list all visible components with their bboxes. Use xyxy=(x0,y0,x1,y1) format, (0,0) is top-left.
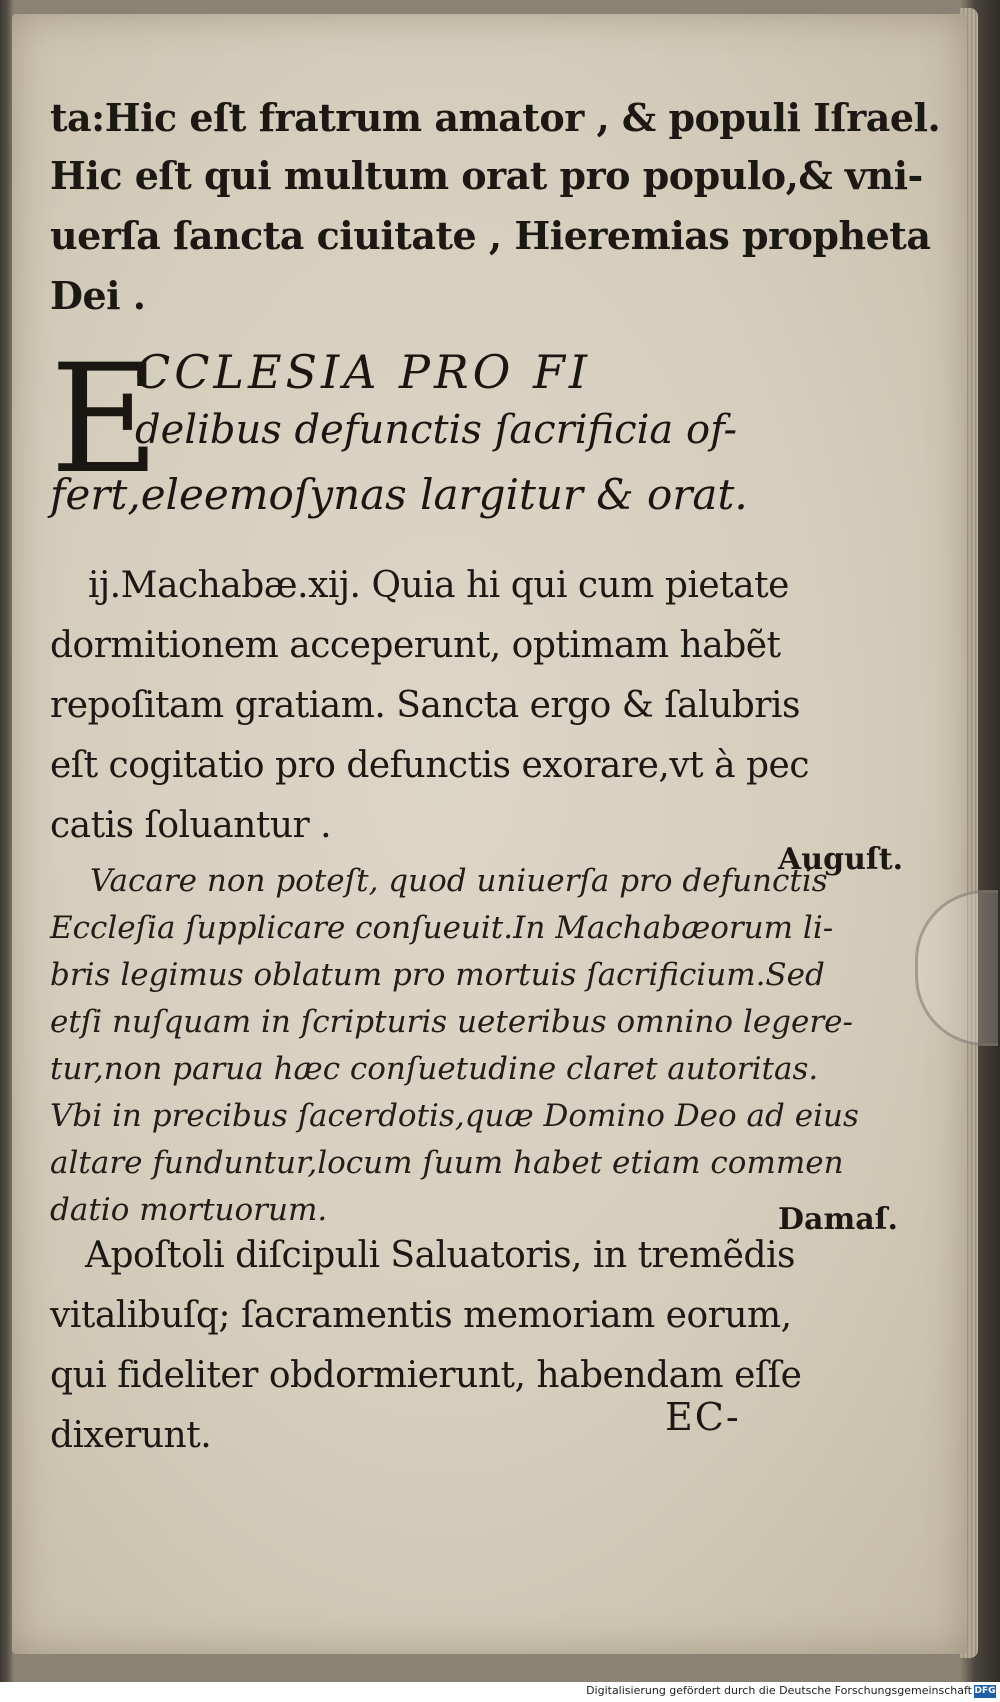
text-line: uerſa ſancta ciuitate , Hieremias propheta xyxy=(50,213,931,258)
catchword: EC- xyxy=(665,1395,741,1439)
margin-note-damascene: Damaſ. xyxy=(778,1202,898,1237)
quote-line: Vbi in precibus ſacerdotis,quæ Domino Deo ad eius xyxy=(50,1098,859,1134)
heading-line: fert,eleemoſynas largitur & orat. xyxy=(50,470,748,519)
text-line: qui fideliter obdormierunt, habendam eſſe xyxy=(50,1355,802,1396)
heading-line: delibus defunctis ſacrificia of- xyxy=(135,407,737,453)
quote-line: Eccleſia ſupplicare conſueuit.In Machabæorum li- xyxy=(50,910,834,946)
footer-credit: Digitalisierung gefördert durch die Deutsche Forschungsgemeinschaft xyxy=(586,1684,972,1697)
text-line: ta:Hic eſt fratrum amator , & populi Iſrael. xyxy=(50,95,941,140)
text-line: eſt cogitatio pro defunctis exorare,vt à pec xyxy=(50,745,810,786)
drop-cap: E xyxy=(50,333,160,507)
quote-line: datio mortuorum. xyxy=(50,1192,328,1228)
text-line: ij.Machabæ.xij. Quia hi qui cum pietate xyxy=(88,565,789,606)
quote-line: tur,non parua hæc conſuetudine claret autoritas. xyxy=(50,1051,819,1087)
quote-line: Vacare non poteſt, quod uniuerſa pro defunctis xyxy=(90,863,828,899)
text-line: vitalibuſq; ſacramentis memoriam eorum, xyxy=(50,1295,792,1336)
text-line: Apoſtoli diſcipuli Saluatoris, in tremẽdis xyxy=(85,1235,796,1276)
text-line: catis ſoluantur . xyxy=(50,805,332,846)
text-line: dixerunt. xyxy=(50,1415,212,1456)
quote-line: etſi nuſquam in ſcripturis ueteribus omnino legere- xyxy=(50,1004,853,1040)
quote-line: bris legimus oblatum pro mortuis ſacrificium.Sed xyxy=(50,957,825,993)
text-line: dormitionem acceperunt, optimam habẽt xyxy=(50,625,781,666)
text-line: Dei . xyxy=(50,273,146,318)
text-line: Hic eſt qui multum orat pro populo,& vni- xyxy=(50,153,923,198)
margin-note-augustine: Auguſt. xyxy=(778,842,904,877)
footer-bar xyxy=(0,1682,1000,1702)
text-line: repoſitam gratiam. Sancta ergo & ſalubris xyxy=(50,685,801,726)
quote-line: altare funduntur,locum ſuum habet etiam commen xyxy=(50,1145,844,1181)
heading-line: CCLESIA PRO FI xyxy=(135,345,592,399)
dfg-logo-icon: DFG xyxy=(974,1686,996,1696)
